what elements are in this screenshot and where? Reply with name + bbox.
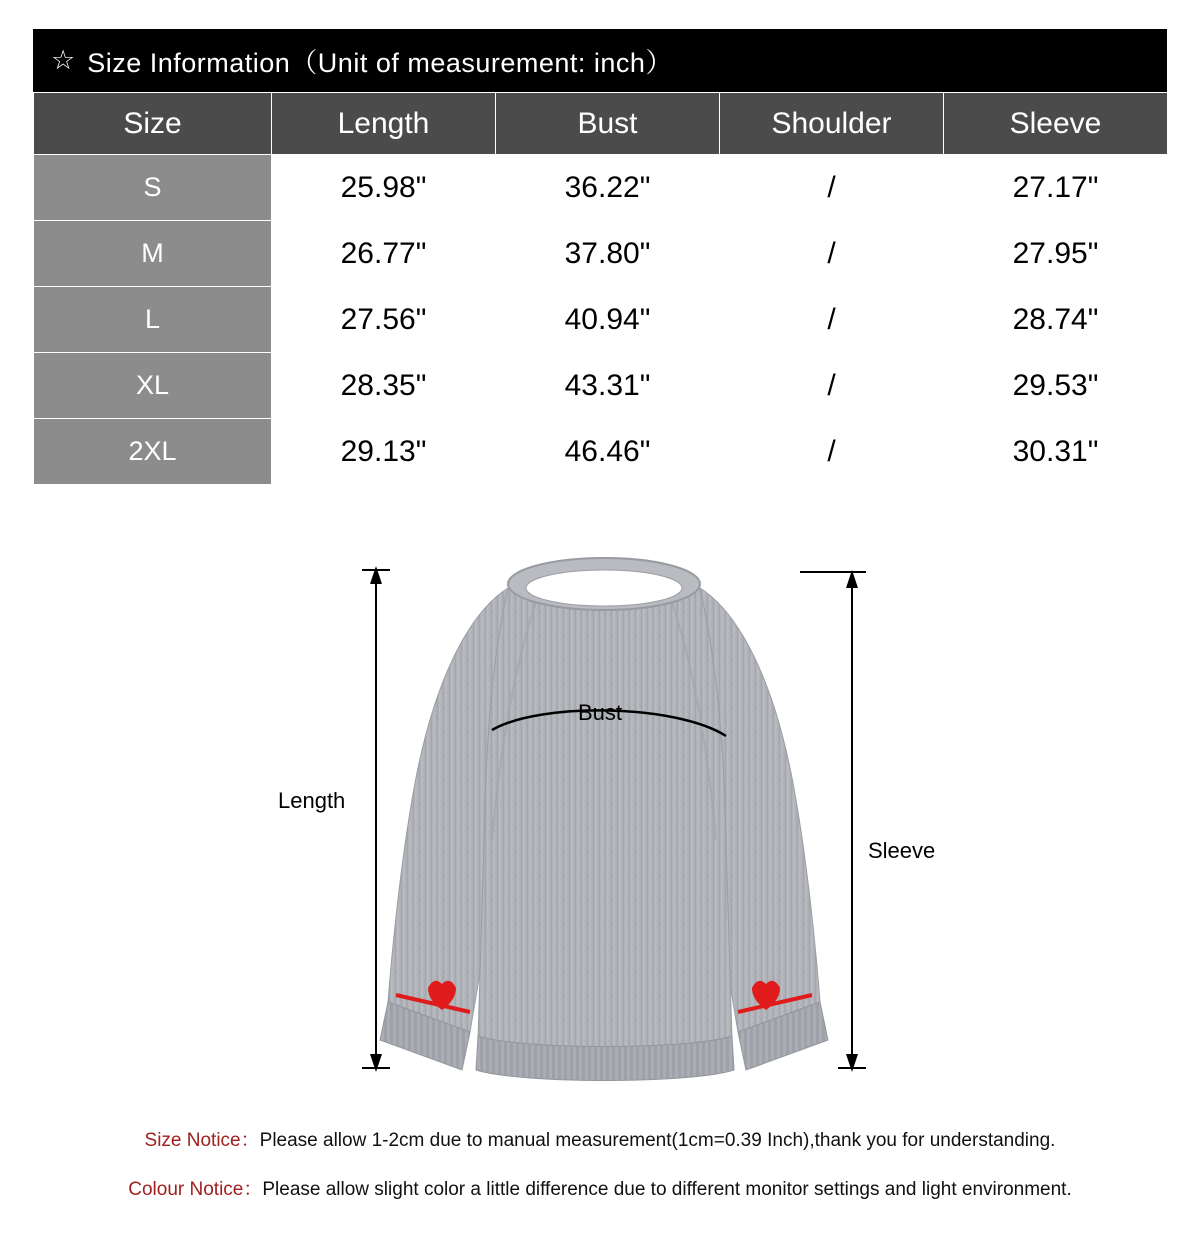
cell-bust: 46.46" xyxy=(496,419,720,485)
cell-size: L xyxy=(34,287,272,353)
colour-notice-label: Colour Notice： xyxy=(128,1179,263,1200)
sleeve-dimension xyxy=(800,570,935,1072)
cell-sleeve: 27.95" xyxy=(944,221,1168,287)
size-notice-label: Size Notice： xyxy=(144,1130,260,1151)
size-information-title: Size Information（Unit of measurement: inch） xyxy=(87,48,673,78)
cell-bust: 37.80" xyxy=(496,221,720,287)
table-row xyxy=(34,419,1168,485)
cell-length: 27.56" xyxy=(272,287,496,353)
table-header-row xyxy=(34,93,1168,155)
cell-size: 2XL xyxy=(34,419,272,485)
cell-size: M xyxy=(34,221,272,287)
column-header-shoulder: Shoulder xyxy=(720,93,944,155)
size-information-header xyxy=(33,29,1167,92)
size-notice-text: Please allow 1-2cm due to manual measurement(1cm=0.39 Inch),thank you for understanding. xyxy=(259,1130,1056,1151)
cell-sleeve: 28.74" xyxy=(944,287,1168,353)
cell-length: 28.35" xyxy=(272,353,496,419)
cell-length: 26.77" xyxy=(272,221,496,287)
length-dimension xyxy=(278,566,390,1072)
notices-section xyxy=(0,1125,1200,1223)
size-notice xyxy=(0,1125,1200,1152)
table-row xyxy=(34,287,1168,353)
size-chart-table xyxy=(33,92,1168,485)
colour-notice-text: Please allow slight color a little difference due to different monitor settings and light environment. xyxy=(262,1179,1072,1200)
size-information-panel xyxy=(33,29,1167,485)
measurement-diagram xyxy=(0,540,1200,1100)
cell-shoulder: / xyxy=(720,353,944,419)
colour-notice xyxy=(0,1174,1200,1201)
column-header-bust: Bust xyxy=(496,93,720,155)
sleeve-label: Sleeve xyxy=(868,838,936,863)
table-row xyxy=(34,221,1168,287)
cell-length: 25.98" xyxy=(272,155,496,221)
bust-label: Bust xyxy=(578,700,623,725)
cell-shoulder: / xyxy=(720,287,944,353)
cell-length: 29.13" xyxy=(272,419,496,485)
cell-shoulder: / xyxy=(720,155,944,221)
cell-sleeve: 29.53" xyxy=(944,353,1168,419)
cell-bust: 43.31" xyxy=(496,353,720,419)
cell-sleeve: 30.31" xyxy=(944,419,1168,485)
table-row xyxy=(34,155,1168,221)
cell-shoulder: / xyxy=(720,221,944,287)
cell-bust: 40.94" xyxy=(496,287,720,353)
cell-sleeve: 27.17" xyxy=(944,155,1168,221)
length-label: Length xyxy=(278,788,346,813)
cell-size: S xyxy=(34,155,272,221)
cell-shoulder: / xyxy=(720,419,944,485)
cell-size: XL xyxy=(34,353,272,419)
column-header-length: Length xyxy=(272,93,496,155)
sweater-illustration xyxy=(380,558,828,1081)
star-icon: ☆ xyxy=(51,45,76,75)
column-header-size: Size xyxy=(34,93,272,155)
cell-bust: 36.22" xyxy=(496,155,720,221)
table-row xyxy=(34,353,1168,419)
column-header-sleeve: Sleeve xyxy=(944,93,1168,155)
